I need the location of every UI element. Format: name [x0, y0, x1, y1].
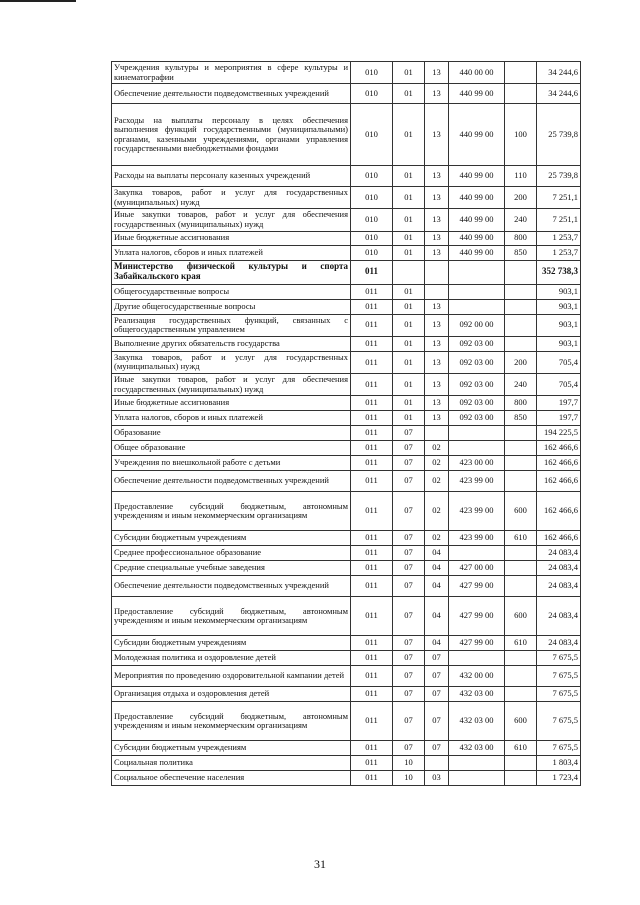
cell-pr: 07	[425, 651, 449, 666]
cell-vr	[505, 546, 537, 561]
cell-min: 011	[351, 471, 393, 492]
cell-csr: 440 99 00	[449, 187, 505, 209]
cell-pr: 04	[425, 561, 449, 576]
cell-min: 011	[351, 756, 393, 771]
cell-min: 011	[351, 636, 393, 651]
table-row	[112, 62, 581, 84]
cell-csr: 092 03 00	[449, 336, 505, 351]
cell-csr: 440 99 00	[449, 231, 505, 245]
cell-pr: 13	[425, 299, 449, 314]
cell-name: Выполнение других обязательств государства	[112, 336, 351, 351]
cell-vr	[505, 756, 537, 771]
table-row	[112, 771, 581, 786]
cell-vr	[505, 62, 537, 84]
cell-vr	[505, 471, 537, 492]
cell-csr: 440 99 00	[449, 166, 505, 187]
cell-sum: 7 675,5	[537, 702, 581, 741]
cell-vr: 200	[505, 351, 537, 373]
cell-csr: 427 99 00	[449, 576, 505, 597]
cell-name: Расходы на выплаты персоналу в целях обеспечения выполнения функций государственными (муниципальными) органами, казенными учреждениями, органами управления государственными внебюджетными фондами	[112, 104, 351, 166]
budget-table-body	[112, 62, 581, 786]
cell-vr: 610	[505, 636, 537, 651]
cell-csr	[449, 651, 505, 666]
cell-name: Учреждения культуры и мероприятия в сфере культуры и кинематографии	[112, 62, 351, 84]
cell-rz: 07	[393, 636, 425, 651]
cell-rz: 01	[393, 84, 425, 104]
cell-min: 010	[351, 231, 393, 245]
cell-sum: 1 253,7	[537, 245, 581, 260]
table-row	[112, 687, 581, 702]
cell-rz	[393, 260, 425, 284]
table-row	[112, 702, 581, 741]
table-row	[112, 396, 581, 411]
cell-min: 011	[351, 411, 393, 426]
cell-pr	[425, 284, 449, 299]
table-row	[112, 636, 581, 651]
cell-min: 011	[351, 284, 393, 299]
cell-vr	[505, 576, 537, 597]
cell-csr	[449, 260, 505, 284]
cell-sum: 34 244,6	[537, 84, 581, 104]
cell-name: Закупка товаров, работ и услуг для государственных (муниципальных) нужд	[112, 351, 351, 373]
cell-pr: 13	[425, 209, 449, 231]
cell-min: 011	[351, 741, 393, 756]
cell-min: 011	[351, 531, 393, 546]
cell-csr: 432 00 00	[449, 666, 505, 687]
cell-pr: 13	[425, 396, 449, 411]
cell-pr: 02	[425, 456, 449, 471]
cell-pr: 13	[425, 351, 449, 373]
cell-name: Обеспечение деятельности подведомственных учреждений	[112, 471, 351, 492]
cell-name: Другие общегосударственные вопросы	[112, 299, 351, 314]
table-row	[112, 187, 581, 209]
cell-rz: 01	[393, 396, 425, 411]
cell-sum: 7 675,5	[537, 687, 581, 702]
cell-vr: 240	[505, 209, 537, 231]
cell-pr: 13	[425, 104, 449, 166]
cell-name: Социальное обеспечение населения	[112, 771, 351, 786]
table-row	[112, 104, 581, 166]
cell-name: Реализация государственных функций, связанных с общегосударственным управлением	[112, 314, 351, 336]
cell-vr: 800	[505, 396, 537, 411]
cell-name: Субсидии бюджетным учреждениям	[112, 741, 351, 756]
table-row	[112, 284, 581, 299]
cell-vr: 110	[505, 166, 537, 187]
cell-min: 011	[351, 426, 393, 441]
cell-sum: 194 225,5	[537, 426, 581, 441]
cell-pr: 07	[425, 702, 449, 741]
cell-min: 011	[351, 576, 393, 597]
cell-sum: 24 083,4	[537, 546, 581, 561]
cell-pr: 03	[425, 771, 449, 786]
cell-vr	[505, 84, 537, 104]
cell-sum: 197,7	[537, 396, 581, 411]
cell-rz: 01	[393, 314, 425, 336]
cell-rz: 01	[393, 411, 425, 426]
cell-sum: 162 466,6	[537, 441, 581, 456]
cell-name: Субсидии бюджетным учреждениям	[112, 531, 351, 546]
cell-csr: 440 99 00	[449, 245, 505, 260]
cell-min: 010	[351, 84, 393, 104]
cell-min: 011	[351, 546, 393, 561]
cell-name: Социальная политика	[112, 756, 351, 771]
cell-csr: 092 03 00	[449, 373, 505, 395]
cell-name: Мероприятия по проведению оздоровительной кампании детей	[112, 666, 351, 687]
cell-min: 011	[351, 314, 393, 336]
cell-rz: 07	[393, 651, 425, 666]
cell-csr	[449, 299, 505, 314]
budget-table	[111, 61, 581, 786]
table-row	[112, 531, 581, 546]
cell-min: 011	[351, 666, 393, 687]
cell-rz: 07	[393, 531, 425, 546]
table-row	[112, 351, 581, 373]
table-row	[112, 597, 581, 636]
cell-pr: 13	[425, 336, 449, 351]
cell-vr	[505, 561, 537, 576]
table-row	[112, 231, 581, 245]
cell-sum: 34 244,6	[537, 62, 581, 84]
header-rule	[0, 0, 76, 2]
cell-rz: 01	[393, 231, 425, 245]
cell-rz: 01	[393, 104, 425, 166]
table-row	[112, 666, 581, 687]
cell-min: 011	[351, 299, 393, 314]
cell-name: Субсидии бюджетным учреждениям	[112, 636, 351, 651]
table-row	[112, 84, 581, 104]
cell-csr: 092 03 00	[449, 411, 505, 426]
cell-rz: 07	[393, 741, 425, 756]
cell-pr: 07	[425, 687, 449, 702]
cell-rz: 07	[393, 687, 425, 702]
cell-csr: 427 00 00	[449, 561, 505, 576]
cell-sum: 162 466,6	[537, 492, 581, 531]
cell-min: 011	[351, 702, 393, 741]
table-row	[112, 561, 581, 576]
cell-rz: 01	[393, 166, 425, 187]
cell-name: Закупка товаров, работ и услуг для государственных (муниципальных) нужд	[112, 187, 351, 209]
cell-min: 010	[351, 62, 393, 84]
cell-sum: 24 083,4	[537, 561, 581, 576]
table-row	[112, 576, 581, 597]
cell-rz: 07	[393, 576, 425, 597]
cell-pr: 13	[425, 166, 449, 187]
cell-vr: 850	[505, 245, 537, 260]
table-row	[112, 741, 581, 756]
cell-name: Иные закупки товаров, работ и услуг для обеспечения государственных (муниципальных) нужд	[112, 373, 351, 395]
cell-pr: 02	[425, 471, 449, 492]
cell-csr	[449, 284, 505, 299]
cell-vr	[505, 456, 537, 471]
cell-vr: 850	[505, 411, 537, 426]
table-row	[112, 546, 581, 561]
cell-name: Образование	[112, 426, 351, 441]
cell-vr	[505, 314, 537, 336]
cell-csr	[449, 441, 505, 456]
cell-sum: 7 251,1	[537, 209, 581, 231]
cell-name: Предоставление субсидий бюджетным, автономным учреждениям и иным некоммерческим организациям	[112, 492, 351, 531]
cell-sum: 903,1	[537, 336, 581, 351]
cell-csr: 440 99 00	[449, 84, 505, 104]
cell-vr	[505, 771, 537, 786]
cell-name: Общегосударственные вопросы	[112, 284, 351, 299]
cell-rz: 07	[393, 426, 425, 441]
cell-sum: 7 675,5	[537, 651, 581, 666]
cell-sum: 1 803,4	[537, 756, 581, 771]
cell-min: 011	[351, 441, 393, 456]
cell-sum: 705,4	[537, 351, 581, 373]
cell-sum: 903,1	[537, 284, 581, 299]
cell-min: 010	[351, 104, 393, 166]
cell-rz: 01	[393, 284, 425, 299]
page-number: 31	[314, 857, 326, 871]
cell-csr: 092 03 00	[449, 351, 505, 373]
cell-rz: 01	[393, 299, 425, 314]
cell-rz: 07	[393, 702, 425, 741]
cell-rz: 01	[393, 351, 425, 373]
cell-pr: 13	[425, 373, 449, 395]
cell-vr	[505, 284, 537, 299]
cell-csr: 432 03 00	[449, 741, 505, 756]
cell-pr: 13	[425, 187, 449, 209]
cell-rz: 01	[393, 187, 425, 209]
cell-sum: 24 083,4	[537, 597, 581, 636]
cell-sum: 162 466,6	[537, 471, 581, 492]
cell-name: Иные бюджетные ассигнования	[112, 396, 351, 411]
cell-rz: 07	[393, 456, 425, 471]
cell-rz: 07	[393, 561, 425, 576]
cell-csr: 432 03 00	[449, 702, 505, 741]
cell-name: Учреждения по внешкольной работе с детьми	[112, 456, 351, 471]
cell-pr: 04	[425, 636, 449, 651]
cell-rz: 01	[393, 245, 425, 260]
cell-min: 011	[351, 260, 393, 284]
table-row	[112, 166, 581, 187]
cell-vr: 800	[505, 231, 537, 245]
cell-csr: 423 99 00	[449, 531, 505, 546]
cell-vr: 100	[505, 104, 537, 166]
cell-sum: 24 083,4	[537, 636, 581, 651]
cell-vr: 600	[505, 597, 537, 636]
cell-vr	[505, 666, 537, 687]
cell-name: Общее образование	[112, 441, 351, 456]
cell-sum: 25 739,8	[537, 104, 581, 166]
cell-name: Иные закупки товаров, работ и услуг для обеспечения государственных (муниципальных) нужд	[112, 209, 351, 231]
cell-min: 011	[351, 597, 393, 636]
cell-csr: 423 99 00	[449, 492, 505, 531]
cell-sum: 1 253,7	[537, 231, 581, 245]
table-row	[112, 299, 581, 314]
cell-pr	[425, 260, 449, 284]
cell-min: 011	[351, 687, 393, 702]
cell-pr: 02	[425, 531, 449, 546]
table-row	[112, 426, 581, 441]
cell-sum: 24 083,4	[537, 576, 581, 597]
table-row	[112, 456, 581, 471]
cell-min: 010	[351, 166, 393, 187]
cell-min: 011	[351, 561, 393, 576]
cell-vr	[505, 260, 537, 284]
table-row	[112, 336, 581, 351]
cell-csr: 440 99 00	[449, 209, 505, 231]
cell-sum: 7 675,5	[537, 666, 581, 687]
cell-sum: 1 723,4	[537, 771, 581, 786]
cell-sum: 903,1	[537, 299, 581, 314]
cell-pr: 02	[425, 492, 449, 531]
table-row	[112, 756, 581, 771]
cell-pr: 13	[425, 84, 449, 104]
cell-pr: 02	[425, 441, 449, 456]
cell-vr: 600	[505, 492, 537, 531]
cell-vr	[505, 299, 537, 314]
cell-rz: 07	[393, 597, 425, 636]
cell-pr: 13	[425, 411, 449, 426]
cell-rz: 10	[393, 756, 425, 771]
cell-name: Иные бюджетные ассигнования	[112, 231, 351, 245]
cell-name: Предоставление субсидий бюджетным, автономным учреждениям и иным некоммерческим организациям	[112, 597, 351, 636]
cell-pr: 04	[425, 597, 449, 636]
cell-rz: 07	[393, 546, 425, 561]
cell-rz: 10	[393, 771, 425, 786]
cell-vr	[505, 651, 537, 666]
cell-vr	[505, 441, 537, 456]
cell-csr: 092 00 00	[449, 314, 505, 336]
cell-sum: 705,4	[537, 373, 581, 395]
table-row	[112, 651, 581, 666]
cell-vr: 200	[505, 187, 537, 209]
cell-vr	[505, 687, 537, 702]
table-row	[112, 492, 581, 531]
cell-csr	[449, 546, 505, 561]
cell-min: 011	[351, 336, 393, 351]
cell-name: Расходы на выплаты персоналу казенных учреждений	[112, 166, 351, 187]
cell-sum: 7 251,1	[537, 187, 581, 209]
cell-rz: 07	[393, 492, 425, 531]
cell-min: 011	[351, 351, 393, 373]
cell-name: Министерство физической культуры и спорта Забайкальского края	[112, 260, 351, 284]
cell-name: Обеспечение деятельности подведомственных учреждений	[112, 84, 351, 104]
cell-csr: 423 00 00	[449, 456, 505, 471]
cell-vr	[505, 336, 537, 351]
table-row	[112, 411, 581, 426]
cell-name: Молодежная политика и оздоровление детей	[112, 651, 351, 666]
cell-vr: 610	[505, 741, 537, 756]
cell-pr: 13	[425, 245, 449, 260]
table-row	[112, 314, 581, 336]
cell-csr: 432 03 00	[449, 687, 505, 702]
cell-min: 010	[351, 245, 393, 260]
cell-csr: 423 99 00	[449, 471, 505, 492]
cell-sum: 352 738,3	[537, 260, 581, 284]
cell-name: Предоставление субсидий бюджетным, автономным учреждениям и иным некоммерческим организациям	[112, 702, 351, 741]
cell-rz: 07	[393, 441, 425, 456]
cell-min: 010	[351, 187, 393, 209]
cell-sum: 162 466,6	[537, 456, 581, 471]
cell-sum: 7 675,5	[537, 741, 581, 756]
table-row	[112, 209, 581, 231]
cell-min: 011	[351, 651, 393, 666]
cell-min: 010	[351, 209, 393, 231]
cell-rz: 07	[393, 666, 425, 687]
cell-name: Среднее профессиональное образование	[112, 546, 351, 561]
cell-pr	[425, 756, 449, 771]
cell-rz: 01	[393, 62, 425, 84]
cell-name: Уплата налогов, сборов и иных платежей	[112, 411, 351, 426]
cell-min: 011	[351, 373, 393, 395]
cell-pr: 13	[425, 314, 449, 336]
cell-rz: 07	[393, 471, 425, 492]
cell-min: 011	[351, 492, 393, 531]
cell-min: 011	[351, 396, 393, 411]
cell-sum: 903,1	[537, 314, 581, 336]
cell-name: Уплата налогов, сборов и иных платежей	[112, 245, 351, 260]
cell-min: 011	[351, 771, 393, 786]
cell-vr: 600	[505, 702, 537, 741]
cell-vr	[505, 426, 537, 441]
cell-vr: 240	[505, 373, 537, 395]
cell-csr: 427 99 00	[449, 597, 505, 636]
cell-csr	[449, 756, 505, 771]
table-row	[112, 373, 581, 395]
cell-pr: 04	[425, 546, 449, 561]
table-row	[112, 260, 581, 284]
table-row	[112, 245, 581, 260]
cell-rz: 01	[393, 373, 425, 395]
cell-sum: 197,7	[537, 411, 581, 426]
cell-pr: 13	[425, 231, 449, 245]
cell-name: Организация отдыха и оздоровления детей	[112, 687, 351, 702]
cell-name: Средние специальные учебные заведения	[112, 561, 351, 576]
cell-vr: 610	[505, 531, 537, 546]
cell-pr: 07	[425, 666, 449, 687]
cell-csr: 427 99 00	[449, 636, 505, 651]
cell-csr	[449, 426, 505, 441]
cell-rz: 01	[393, 336, 425, 351]
table-row	[112, 441, 581, 456]
cell-csr: 092 03 00	[449, 396, 505, 411]
cell-pr: 04	[425, 576, 449, 597]
cell-name: Обеспечение деятельности подведомственных учреждений	[112, 576, 351, 597]
cell-pr: 13	[425, 62, 449, 84]
cell-csr	[449, 771, 505, 786]
cell-sum: 25 739,8	[537, 166, 581, 187]
cell-pr	[425, 426, 449, 441]
cell-min: 011	[351, 456, 393, 471]
cell-pr: 07	[425, 741, 449, 756]
cell-rz: 01	[393, 209, 425, 231]
cell-sum: 162 466,6	[537, 531, 581, 546]
cell-csr: 440 99 00	[449, 104, 505, 166]
table-row	[112, 471, 581, 492]
cell-csr: 440 00 00	[449, 62, 505, 84]
